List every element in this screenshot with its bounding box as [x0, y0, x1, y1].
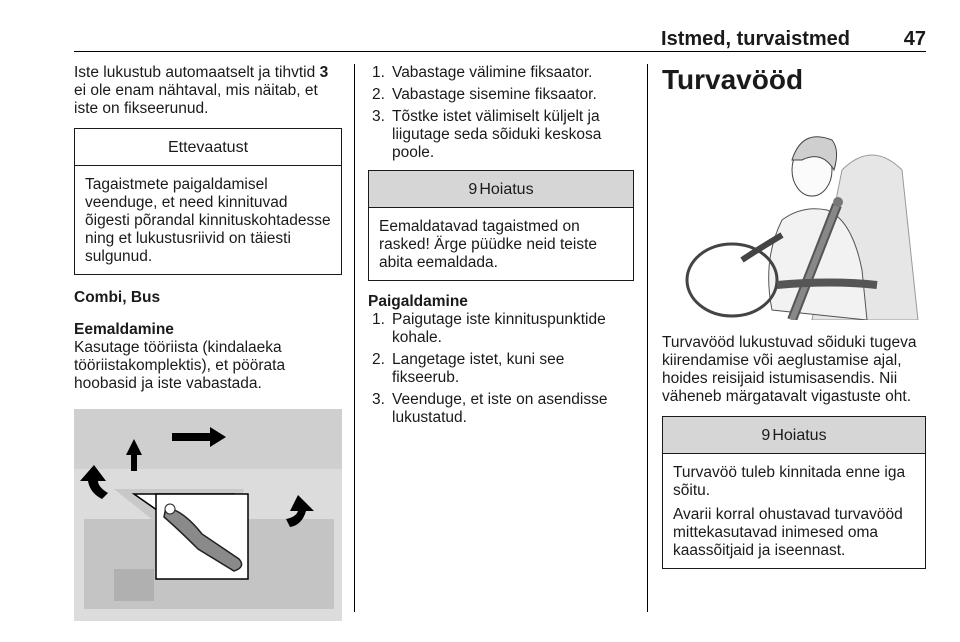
- page-number: 47: [903, 28, 926, 50]
- install-heading: Paigaldamine: [368, 293, 468, 310]
- column-3: [662, 64, 926, 569]
- list-item: 2. Vabastage sisemine fiksaator.: [372, 86, 597, 103]
- caution-title: Ettevaatust: [75, 129, 341, 166]
- list-item: 1. Vabastage välimine fiksaator.: [372, 64, 593, 81]
- removal-text: Kasutage tööriista (kindalaeka tööriistakomplektis), et pöörata hoobasid ja iste vabastada.: [74, 339, 286, 392]
- seatbelt-person-drawing: [662, 110, 926, 320]
- seatbelt-description: Turvavööd lukustuvad sõiduki tugeva kiirendamise või aeglustamise ajal, hoides reisijaid istumisasendis. Nii väheneb märgatavalt vigastuste oht.: [662, 334, 917, 405]
- chapter-title: Istmed, turvaistmed: [661, 28, 850, 50]
- column-divider-1: [354, 64, 355, 612]
- warning-box-seatbelt: [662, 416, 926, 569]
- warning-body: Eemaldatavad tagaistmed on rasked! Ärge püüdke neid teiste abita eemaldada.: [379, 218, 597, 271]
- warning-title: 9 Hoiatus: [663, 417, 925, 454]
- caution-box: [74, 128, 342, 275]
- list-item: 1. Paigutage iste kinnituspunktide kohale.: [372, 311, 606, 346]
- list-item: 2. Langetage istet, kuni see fikseerub.: [372, 351, 565, 386]
- column-divider-2: [647, 64, 648, 612]
- intro-paragraph: Iste lukustub automaatselt ja tihvtid 3 ei ole enam nähtaval, mis näitab, et iste on fikseerunud.: [74, 64, 329, 117]
- warning-icon: 9: [761, 427, 771, 444]
- page-header: [74, 26, 926, 52]
- seatbelt-illustration: [662, 110, 926, 320]
- caution-body: Tagaistmete paigaldamisel veenduge, et need kinnituvad õigesti põrandal kinnituskohtadesse ning et lukustusriivid on täiesti sulgunud.: [85, 176, 331, 265]
- seat-removal-illustration: [74, 409, 342, 621]
- subheading-combi-bus: Combi, Bus: [74, 289, 161, 306]
- install-steps-list: [368, 311, 634, 427]
- removal-steps-list: [368, 64, 634, 162]
- warning-box: [368, 170, 634, 281]
- column-2: [368, 64, 634, 431]
- callout-number: 3: [319, 64, 329, 81]
- column-1: [74, 64, 342, 621]
- list-item: 3. Veenduge, et iste on asendisse lukustatud.: [372, 391, 608, 426]
- warning-icon: 9: [468, 181, 478, 198]
- warning-body: Turvavöö tuleb kinnitada enne iga sõitu. Avarii korral ohustavad turvavööd mittekasutavad inimesed oma kaassõitjaid ja iseennast.: [673, 464, 906, 559]
- seat-lever-diagram: [74, 409, 342, 621]
- section-heading: Turvavööd: [662, 64, 804, 95]
- removal-heading: Eemaldamine: [74, 321, 174, 338]
- warning-title: 9 Hoiatus: [369, 171, 633, 208]
- list-item: 3. Tõstke istet välimiselt küljelt ja liigutage seda sõiduki keskosa poole.: [372, 108, 602, 161]
